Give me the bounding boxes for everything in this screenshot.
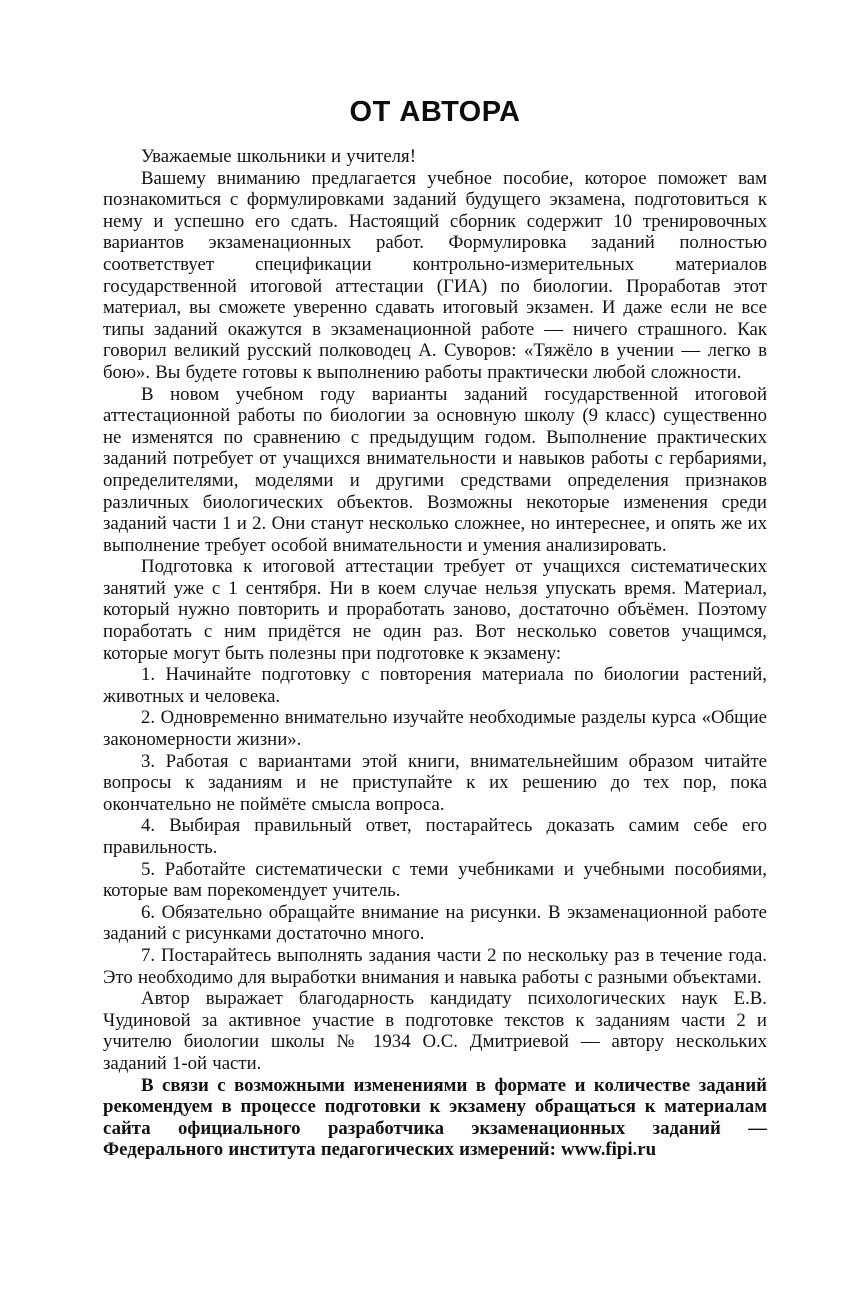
text-block bbox=[103, 96, 767, 1161]
paragraph-exam-changes: В новом учебном году варианты заданий государственной итоговой аттестационной работы по биологии за основную школу (9 класс) существенно не изменятся по сравнению с предыдущим годом. Выполнение практических заданий потребует от учащихся внимательности и навыков работы с гербариями, определителями, моделями и другими средствами определения признаков различных биологических объектов. Возможны некоторые изменения среди заданий части 1 и 2. Они станут несколько сложнее, но интереснее, и опять же их выполнение требует особой внимательности и умения анализировать. bbox=[103, 383, 767, 556]
advice-item-5: 5. Работайте систематически с теми учебниками и учебными пособиями, которые вам порекомендует учитель. bbox=[103, 858, 767, 902]
advice-item-2: 2. Одновременно внимательно изучайте необходимые разделы курса «Общие закономерности жизни». bbox=[103, 707, 767, 751]
advice-item-3: 3. Работая с вариантами этой книги, внимательнейшим образом читайте вопросы к заданиям и не приступайте к их решению до тех пор, пока окончательно не поймёте смысла вопроса. bbox=[103, 750, 767, 815]
advice-item-7: 7. Постарайтесь выполнять задания части 2 по нескольку раз в течение года. Это необходимо для выработки внимания и навыка работы с разными объектами. bbox=[103, 944, 767, 988]
advice-item-6: 6. Обязательно обращайте внимание на рисунки. В экзаменационной работе заданий с рисунками достаточно много. bbox=[103, 901, 767, 945]
advice-item-1: 1. Начинайте подготовку с повторения материала по биологии растений, животных и человека. bbox=[103, 664, 767, 707]
paragraph-intro: Вашему вниманию предлагается учебное пособие, которое поможет вам познакомиться с формулировками заданий будущего экзамена, подготовиться к нему и успешно его сдать. Настоящий сборник содержит 10 тренировочных вариантов экзаменационных работ. Формулировка заданий полностью соответствует спецификации контрольно-измерительных материалов государственной итоговой аттестации (ГИА) по биологии. Проработав этот материал, вы сможете уверенно сдавать итоговый экзамен. И даже если не все типы заданий окажутся в экзаменационной работе — ничего страшного. Как говорил великий русский полководец А. Суворов: «Тяжёло в учении — легко в бою». Вы будете готовы к выполнению работы практически любой сложности. bbox=[103, 167, 767, 383]
advice-item-4: 4. Выбирая правильный ответ, постарайтесь доказать самим себе его правильность. bbox=[103, 815, 767, 858]
acknowledgment-paragraph: Автор выражает благодарность кандидату психологических наук Е.В. Чудиновой за активное участие в подготовке текстов к заданиям части 2 и учителю биологии школы № 1934 О.С. Дмитриевой — автору нескольких заданий 1-ой части. bbox=[103, 988, 767, 1074]
page-title: ОТ АВТОРА bbox=[349, 96, 521, 128]
official-notice-paragraph: В связи с возможными изменениями в формате и количестве заданий рекомендуем в процессе подготовки к экзамену обращаться к материалам сайта официального разработчика экзаменационных заданий — Федерального института педагогических измерений: www.fipi.ru bbox=[103, 1074, 767, 1161]
paragraph-preparation: Подготовка к итоговой аттестации требует от учащихся систематических занятий уже с 1 сентября. Ни в коем случае нельзя упускать время. Материал, который нужно повторить и проработать заново, достаточно объёмен. Поэтому поработать с ним придётся не один раз. Вот несколько советов учащимся, которые могут быть полезны при подготовке к экзамену: bbox=[103, 556, 767, 664]
salutation: Уважаемые школьники и учителя! bbox=[141, 146, 416, 167]
